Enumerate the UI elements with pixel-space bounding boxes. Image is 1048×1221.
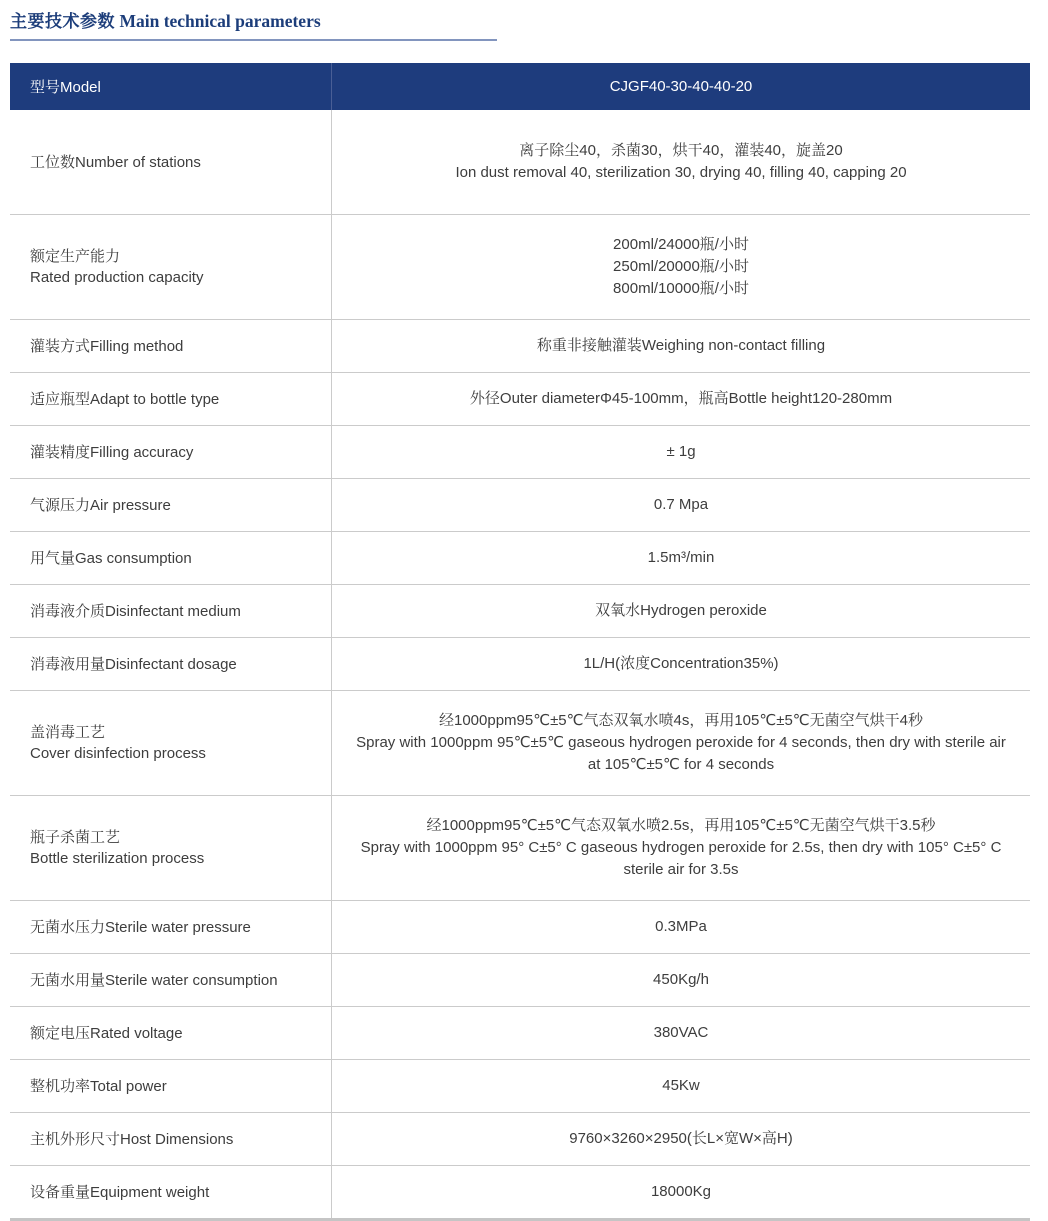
table-row <box>10 795 1030 900</box>
row-label-line: 主机外形尺寸Host Dimensions <box>30 1130 234 1148</box>
row-value-line: Spray with 1000ppm 95° C±5° C gaseous hydrogen peroxide for 2.5s, then dry with 105° C±5° C sterile air for 3.5s <box>360 839 1002 878</box>
table-header-model-label: 型号Model <box>10 63 332 110</box>
row-value-line: 1L/H(浓度Concentration35%) <box>583 655 779 672</box>
row-label-line: 工位数Number of stations <box>30 153 201 171</box>
row-value <box>332 110 1030 214</box>
table-header-model-value: CJGF40-30-40-40-20 <box>609 78 753 95</box>
row-label-line: 灌装方式Filling method <box>30 337 184 355</box>
row-label <box>10 479 332 531</box>
row-label <box>10 954 332 1006</box>
row-label <box>10 585 332 637</box>
row-value-line: 离子除尘40，杀菌30，烘干40，灌装40，旋盖20 <box>519 142 843 159</box>
row-label-line: 用气量Gas consumption <box>30 549 192 567</box>
row-label-line: 整机功率Total power <box>30 1077 167 1095</box>
row-label-line: 瓶子杀菌工艺 <box>30 829 121 846</box>
row-value <box>332 691 1030 795</box>
row-value <box>332 796 1030 900</box>
row-label-line: 气源压力Air pressure <box>30 496 171 514</box>
row-label-line: Bottle sterilization process <box>30 850 205 867</box>
row-label <box>10 426 332 478</box>
table-row <box>10 1165 1030 1218</box>
row-value-line: 1.5m³/min <box>647 549 715 566</box>
row-label-line: 消毒液用量Disinfectant dosage <box>30 655 237 673</box>
row-label-line: 消毒液介质Disinfectant medium <box>30 602 241 620</box>
row-label <box>10 1007 332 1059</box>
row-label <box>10 320 332 372</box>
row-value-line: 双氧水Hydrogen peroxide <box>595 602 767 619</box>
row-value <box>332 585 1030 637</box>
row-value <box>332 532 1030 584</box>
row-label-line: 无菌水用量Sterile water consumption <box>30 971 278 989</box>
table-row <box>10 1059 1030 1112</box>
row-label <box>10 215 332 319</box>
row-label-line: 额定生产能力 <box>30 248 121 265</box>
row-label-line: 无菌水压力Sterile water pressure <box>30 918 251 936</box>
row-value <box>332 901 1030 953</box>
table-row <box>10 110 1030 214</box>
row-label-line: 盖消毒工艺 <box>30 724 106 741</box>
row-label <box>10 638 332 690</box>
row-value-line: 18000Kg <box>650 1183 712 1200</box>
row-label-line: Cover disinfection process <box>30 745 206 762</box>
row-label <box>10 1060 332 1112</box>
row-value-line: 9760×3260×2950(长L×宽W×高H) <box>569 1130 793 1147</box>
row-value <box>332 479 1030 531</box>
row-label <box>10 1166 332 1218</box>
row-label <box>10 691 332 795</box>
row-label-line: 设备重量Equipment weight <box>30 1183 210 1201</box>
row-value-line: Ion dust removal 40, sterilization 30, drying 40, filling 40, capping 20 <box>455 164 907 181</box>
row-label-line: 灌装精度Filling accuracy <box>30 443 194 461</box>
row-value-line: 45Kw <box>662 1077 700 1094</box>
table-row <box>10 953 1030 1006</box>
row-value-line: ± 1g <box>666 443 696 460</box>
row-label <box>10 532 332 584</box>
row-value-line: 450Kg/h <box>653 971 709 988</box>
row-value-line: Spray with 1000ppm 95℃±5℃ gaseous hydrogen peroxide for 4 seconds, then dry with sterile air at 105℃±5℃ for 4 seconds <box>356 734 1006 773</box>
row-value-line: 经1000ppm95℃±5℃气态双氧水喷4s，再用105℃±5℃无菌空气烘干4秒 <box>439 712 923 729</box>
row-value-line: 250ml/20000瓶/小时 <box>613 258 749 275</box>
row-value <box>332 320 1030 372</box>
table-row <box>10 900 1030 953</box>
table-row <box>10 214 1030 319</box>
row-value <box>332 426 1030 478</box>
section-title <box>10 0 497 41</box>
row-value <box>332 1060 1030 1112</box>
table-body <box>10 110 1030 1218</box>
row-label <box>10 373 332 425</box>
row-value-line: 0.7 Mpa <box>653 496 709 513</box>
row-value <box>332 373 1030 425</box>
row-value <box>332 1166 1030 1218</box>
table-row <box>10 1112 1030 1165</box>
section-title-zh: 主要技术参数 <box>10 12 115 31</box>
row-value-line: 外径Outer diameterΦ45-100mm，瓶高Bottle height120-280mm <box>469 390 893 407</box>
row-label <box>10 1113 332 1165</box>
row-value <box>332 1113 1030 1165</box>
row-label <box>10 796 332 900</box>
table-row <box>10 425 1030 478</box>
table-row <box>10 531 1030 584</box>
row-value <box>332 638 1030 690</box>
section-title-en: Main technical parameters <box>119 11 321 31</box>
row-label <box>10 110 332 214</box>
table-row <box>10 1006 1030 1059</box>
table-row <box>10 372 1030 425</box>
row-value-line: 称重非接触灌装Weighing non-contact filling <box>536 337 826 354</box>
row-value-line: 380VAC <box>653 1024 709 1041</box>
table-row <box>10 584 1030 637</box>
table-row <box>10 478 1030 531</box>
row-value-line: 200ml/24000瓶/小时 <box>613 236 749 253</box>
row-label-line: 适应瓶型Adapt to bottle type <box>30 390 220 408</box>
row-value-line: 800ml/10000瓶/小时 <box>613 280 749 297</box>
row-label <box>10 901 332 953</box>
technical-parameters-table <box>10 63 1030 1221</box>
row-label-line: Rated production capacity <box>30 269 204 286</box>
row-value <box>332 1007 1030 1059</box>
row-value <box>332 215 1030 319</box>
table-row <box>10 637 1030 690</box>
row-value-line: 0.3MPa <box>655 918 707 935</box>
row-value-line: 经1000ppm95℃±5℃气态双氧水喷2.5s，再用105℃±5℃无菌空气烘干3.5秒 <box>426 817 936 834</box>
table-header-row <box>10 63 1030 110</box>
row-label-line: 额定电压Rated voltage <box>30 1024 183 1042</box>
table-row <box>10 690 1030 795</box>
table-row <box>10 319 1030 372</box>
row-value <box>332 954 1030 1006</box>
